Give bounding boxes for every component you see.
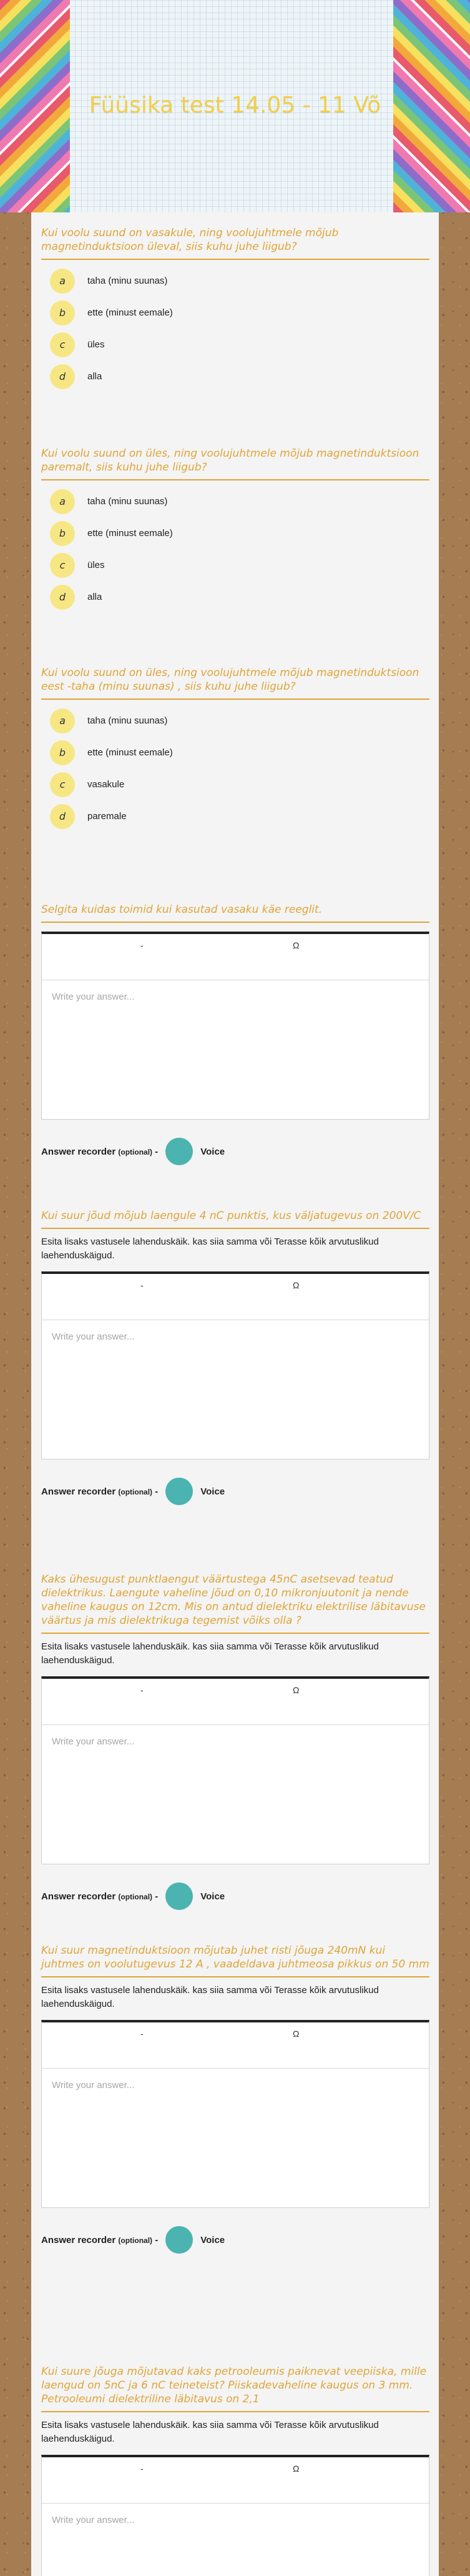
option-label: ette (minust eemale) [87,747,173,758]
omega-button[interactable]: Ω [293,1685,300,1695]
answer-editor [41,2455,429,2576]
editor-toolbar [42,1679,429,1725]
option-letter: d [50,364,75,389]
option-letter: a [50,709,75,734]
option-label: taha (minu suunas) [87,496,168,507]
option-a[interactable] [41,485,429,517]
answer-recorder [41,1476,429,1507]
editor-toolbar [42,2457,429,2504]
option-letter: b [50,301,75,326]
option-c[interactable] [41,768,429,800]
record-button[interactable] [165,2226,193,2254]
record-button[interactable] [165,1882,193,1910]
header-banner [0,0,470,212]
answer-input[interactable]: Write your answer... [52,1331,135,1342]
recorder-label: Answer recorder (optional) - [41,1486,159,1497]
option-letter: d [50,585,75,610]
option-d[interactable] [41,361,429,392]
option-letter: c [50,772,75,797]
option-b[interactable] [41,517,429,549]
option-label: alla [87,371,102,382]
recorder-label: Answer recorder (optional) - [41,1891,159,1902]
option-d[interactable] [41,581,429,613]
question-text: Kui suure jõuga mõjutavad kaks petrooleumis paiknevat veepiiska, mille laengud on 5nC ja 6 nC teineteist? Piiskadevaheline kaugus on 3 mm. Petrooleumi dielektriline läbitavus on 2,1 [41,2365,429,2412]
answer-recorder [41,2224,429,2255]
voice-label: Voice [200,1486,225,1497]
dash-button[interactable]: - [140,2464,144,2474]
question-2 [41,447,429,613]
option-a[interactable] [41,705,429,737]
question-text: Kui suur magnetinduktsioon mõjutab juhet risti jõuga 240mN kui juhtmes on voolutugevus 12 A , vaadeldava juhtmeosa pikkus on 50 mm [41,1944,429,1977]
question-7 [41,1944,429,2255]
worksheet-card [31,212,439,2576]
option-letter: c [50,332,75,357]
answer-recorder [41,1136,429,1167]
question-text: Kui suur jõud mõjub laengule 4 nC punktis, kus väljatugevus on 200V/C [41,1209,429,1229]
question-5 [41,1209,429,1507]
option-label: ette (minust eemale) [87,307,173,318]
option-label: üles [87,560,105,570]
answer-editor [41,1676,429,1864]
editor-toolbar [42,1274,429,1320]
omega-button[interactable]: Ω [293,1280,300,1290]
question-instructions: Esita lisaks vastusele lahenduskäik. kas siia samma või Terasse kõik arvutuslikud laehenduskäigud. [41,1985,379,2009]
omega-button[interactable]: Ω [293,2464,300,2474]
option-letter: a [50,489,75,514]
question-3 [41,666,429,832]
question-text: Kaks ühesugust punktlaengut väärtustega 45nC asetsevad teatud dielektrikus. Laengute vaheline jõud on 0,10 mikronjuutonit ja nende vaheline kaugus on 12cm. Mis on antud dielektriku elektrilise läbitavuse väärtus ja mis dielektrikuga tegemist võiks olla ? [41,1573,429,1634]
option-b[interactable] [41,297,429,329]
option-letter: c [50,553,75,578]
option-label: taha (minu suunas) [87,276,168,286]
voice-label: Voice [200,1891,225,1902]
page-title: Füüsika test 14.05 - 11 Võ [89,92,381,118]
dash-button[interactable]: - [140,1280,144,1290]
answer-input[interactable]: Write your answer... [52,2080,135,2091]
omega-button[interactable]: Ω [293,940,300,950]
question-text: Selgita kuidas toimid kui kasutad vasaku käe reeglit. [41,903,429,923]
option-a[interactable] [41,265,429,297]
option-label: taha (minu suunas) [87,715,168,726]
option-c[interactable] [41,549,429,581]
answer-editor [41,2020,429,2208]
answer-editor [41,1271,429,1460]
option-letter: b [50,521,75,546]
option-letter: b [50,740,75,765]
question-instructions: Esita lisaks vastusele lahenduskäik. kas siia samma või Terasse kõik arvutuslikud laehenduskäigud. [41,1236,379,1261]
option-label: ette (minust eemale) [87,528,173,539]
question-1 [41,226,429,392]
dash-button[interactable]: - [140,940,144,950]
voice-label: Voice [200,2234,225,2245]
question-8 [41,2365,429,2576]
option-label: alla [87,592,102,602]
question-6 [41,1573,429,1912]
record-button[interactable] [165,1478,193,1505]
option-label: üles [87,339,105,350]
question-instructions: Esita lisaks vastusele lahenduskäik. kas siia samma või Terasse kõik arvutuslikud laehenduskäigud. [41,2420,379,2444]
dash-button[interactable]: - [140,2029,144,2039]
editor-toolbar [42,934,429,980]
recorder-label: Answer recorder (optional) - [41,2234,159,2245]
question-4 [41,903,429,1167]
option-letter: a [50,269,75,294]
question-text: Kui voolu suund on vasakule, ning voolujuhtmele mõjub magnetinduktsioon üleval, siis kuhu juhe liigub? [41,226,429,260]
record-button[interactable] [165,1138,193,1165]
answer-editor [41,932,429,1120]
option-c[interactable] [41,329,429,361]
option-d[interactable] [41,800,429,832]
answer-input[interactable]: Write your answer... [52,1736,135,1747]
editor-toolbar [42,2022,429,2069]
question-instructions: Esita lisaks vastusele lahenduskäik. kas siia samma või Terasse kõik arvutuslikud laehenduskäigud. [41,1641,379,1666]
option-b[interactable] [41,737,429,768]
option-label: paremale [87,811,127,822]
option-label: vasakule [87,779,125,790]
answer-input[interactable]: Write your answer... [52,2515,135,2525]
answer-recorder [41,1881,429,1912]
question-text: Kui voolu suund on üles, ning voolujuhtmele mõjub magnetinduktsioon paremalt, siis kuhu juhe liigub? [41,447,429,480]
recorder-label: Answer recorder (optional) - [41,1146,159,1157]
question-text: Kui voolu suund on üles, ning voolujuhtmele mõjub magnetinduktsioon eest -taha (minu suunas) , siis kuhu juhe liigub? [41,666,429,700]
option-letter: d [50,804,75,829]
omega-button[interactable]: Ω [293,2029,300,2039]
voice-label: Voice [200,1146,225,1157]
dash-button[interactable]: - [140,1685,144,1695]
answer-input[interactable]: Write your answer... [52,992,135,1002]
